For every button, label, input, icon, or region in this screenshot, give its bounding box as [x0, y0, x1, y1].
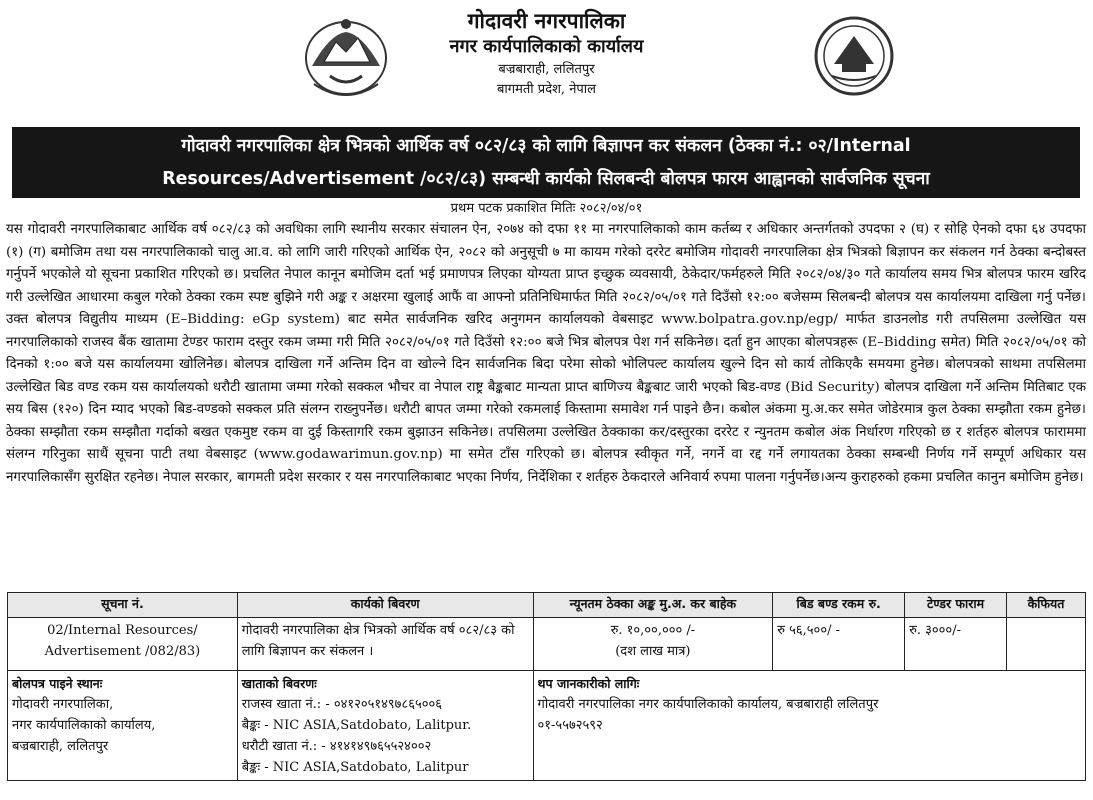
cell-description: गोदावरी नगरपालिका क्षेत्र भित्रको आर्थिक वर्ष ०८२/८३ को लागि बिज्ञापन कर संकलन । [237, 618, 533, 671]
cell-more-info [533, 671, 1085, 781]
where-label: बोलपत्र पाइने स्थानः [12, 676, 103, 691]
letterhead [0, 0, 1093, 126]
cell-bid-bond: रु ५६,५००/ - [773, 618, 905, 671]
cell-tender-form: रु. ३०००/- [905, 618, 1007, 671]
account-label: खाताको बिवरणः [241, 676, 317, 691]
office-name: नगर कार्यपालिकाको कार्यालय [449, 36, 644, 57]
notice-title [12, 127, 1080, 198]
account-line: धरौटी खाता नं.: - ४१४१४९७६५५२४००२ [241, 739, 432, 754]
notice-title-line2: Resources/Advertisement /०८२/८३) सम्बन्धी कार्यको सिलबन्दी बोलपत्र फारम आह्वानको सार्वजनिक सूचना [162, 169, 930, 189]
info-line: ०१-५५७२५९२ [537, 718, 603, 733]
notice-body: यस गोदावरी नगरपालिकाबाट आर्थिक वर्ष ०८२/८३ को अवधिका लागि स्थानीय सरकार संचालन ऐन, २०७४ को दफा ११ मा नगरपालिकाको काम कर्तब्य र अधिकार अन्तर्गतको उपदफा २ (घ) र सोहि ऐनको दफा ६४ उपदफा (१) (ग) बमोजिम तथा यस नगरपालिकाको चालु आ.व. को लागि जारी गरिएको आर्थिक ऐन, २०८२ को अनुसूची ७ मा कायम गरेको दररेट बमोजिम गोदावरी नगरपालिका क्षेत्र भित्रको बिज्ञापन कर संकलन गर्न ठेक्का बन्दोबस्त गर्नुपर्ने भएकोले यो सूचना प्रकाशित गरिएको छ। प्रचलित नेपाल कानून बमोजिम दर्ता भई प्रमाणपत्र लिएका योग्यता प्राप्त इच्छुक व्यवसायी, ठेकेदार/फर्महरुले मिति २०८२/०४/३० गते कार्यालय समय भित्र बोलपत्र फारम खरिद गरी उल्लेखित आधारमा कबुल गरेको ठेक्का रकम स्पष्ट बुझिने गरी अङ्क र अक्षरमा खुलाई आफैं वा आफ्नो प्रतिनिधिमार्फत मिति २०८२/०५/०१ गते दिउँसो १२:०० बजेसम्म सिलबन्दी बोलपत्र यस कार्यालयमा दाखिला गर्नु पर्नेछ। उक्त बोलपत्र विद्युतीय माध्यम (E–Bidding: eGp system) बाट समेत सार्वजनिक खरिद अनुगमन कार्यालयको वेबसाइट www.bolpatra.gov.np/egp/ मार्फत डाउनलोड गरी तपसिलमा उल्लेखित यस नगरपालिकाको राजस्व बैंक खातामा टेण्डर फाराम दस्तुर रकम जम्मा गरी मिति २०८२/०५/०१ गते दिउँसो १२:०० बजे भित्र बोलपत्र पेश गर्न सकिनेछ। दर्ता हुन आएका बोलपत्रहरू (E–Bidding समेत) मिति २०८२/०५/०१ को दिनको १:०० बजे यस कार्यालयमा खोलिनेछ। बोलपत्र दाखिला गर्ने अन्तिम दिन वा खोल्ने दिन सार्वजनिक बिदा परेमा सोको भोलिपल्ट कार्यालय खुल्ने दिन सो कार्य तोकिएकै समयमा हुनेछ। बोलपत्रको साथमा तपसिलमा उल्लेखित बिड वण्ड रकम यस कार्यालयको धरौटी खातामा जम्मा गरेको सक्कल भौचर वा नेपाल राष्ट्र बैङ्कबाट मान्यता प्राप्त बाणिज्य बैङ्कबाट जारी भएको बिड-वण्ड (Bid Security) बोलपत्र दाखिला गर्ने अन्तिम मितिबाट एक सय बिस (१२०) दिन म्याद भएको बिड-वण्डको सक्कल प्रति संलग्न राख्नुपर्नेछ। धरौटी बापत जम्मा गरेको रकमलाई किस्तामा समावेश गर्न पाइने छैन। कबोल अंकमा मु.अ.कर समेत जोडेरमात्र कुल ठेक्का सम्झौता रकम हुनेछ। ठेक्का सम्झौता रकम सम्झौता गर्दाको बखत एकमुष्ट रकम वा दुई किस्तागरि रकम बुझाउन सकिनेछ। तपसिलमा उल्लेखित ठेक्काका कर/दस्तुरका दररेट र न्युनतम कबोल अंक निर्धारण गरिएको छ र शर्तहरु बोलपत्र फाराममा संलग्न गरिनुका साथैं सूचना पाटी तथा वेबसाइट (www.godawarimun.gov.np) मा समेत टाँस गरिएको छ। बोलपत्र स्वीकृत गर्ने, नगर्ने वा रद्द गर्ने लगायतका ठेक्का सम्बन्धी निर्णय गर्ने सम्पूर्ण अधिकार यस नगरपालिकासँग सुरक्षित रहनेछ। नेपाल सरकार, बागमती प्रदेश सरकार र यस नगरपालिकाबाट भएका निर्णय, निर्देशिका र शर्तहरु ठेकदारले अनिवार्य रुपमा पालना गर्नुपर्नेछ।अन्य कुराहरुको हकमा प्रचलित कानुन बमोजिम हुनेछ। [6, 222, 1086, 485]
province-name: बागमती प्रदेश, नेपाल [497, 82, 596, 97]
header-description: कार्यको बिवरण [237, 593, 533, 618]
account-line: बैङ्कः - NIC ASIA,Satdobato, Lalitpur. [241, 718, 472, 733]
info-label: थप जानकारीको लागिः [537, 676, 640, 691]
header-tender-form: टेण्डर फाराम [905, 593, 1007, 618]
where-line: बज्रबाराही, ललितपुर [12, 739, 109, 754]
header-remarks: कैफियत [1007, 593, 1086, 618]
account-line: राजस्व खाता नं.: - ०४१२०५१४९७८६५००६ [241, 697, 442, 712]
table-header-row [8, 593, 1086, 618]
cell-where-to-get [8, 671, 238, 781]
tender-table [7, 592, 1086, 781]
cell-account-details [237, 671, 533, 781]
cell-remarks [1007, 618, 1086, 671]
where-line: नगर कार्यपालिकाको कार्यालय, [12, 718, 156, 733]
notice-title-line1: गोदावरी नगरपालिका क्षेत्र भित्रको आर्थिक वर्ष ०८२/८३ को लागि बिज्ञापन कर संकलन (ठेक्का नं.: ०२/Internal [181, 136, 911, 156]
cell-notice-no: 02/Internal Resources/ Advertisement /082/83) [8, 618, 238, 671]
published-date: प्रथम पटक प्रकाशित मितिः २०८२/०४/०१ [450, 201, 643, 216]
org-name: गोदावरी नगरपालिका [467, 9, 626, 33]
info-line: गोदावरी नगरपालिका नगर कार्यपालिकाको कार्यालय, बज्रबाराही ललितपुर [537, 697, 879, 712]
account-line: बैङ्कः - NIC ASIA,Satdobato, Lalitpur [241, 760, 469, 775]
header-bid-bond: बिड बण्ड रकम रु. [773, 593, 905, 618]
table-footer-row [8, 671, 1086, 781]
min-amount-figure: रु. १०,००,००० /- [610, 623, 696, 638]
table-row [8, 618, 1086, 671]
where-line: गोदावरी नगरपालिका, [12, 697, 114, 712]
office-address: बज्रबाराही, ललितपुर [498, 62, 595, 77]
header-notice-no: सूचना नं. [8, 593, 238, 618]
letterhead-text [300, 8, 793, 100]
municipality-logo-icon [812, 14, 896, 98]
header-min-amount: न्यूनतम ठेक्का अङ्क मु.अ. कर बाहेक [533, 593, 773, 618]
min-amount-words: (दश लाख मात्र) [615, 644, 691, 659]
cell-min-amount [533, 618, 773, 671]
